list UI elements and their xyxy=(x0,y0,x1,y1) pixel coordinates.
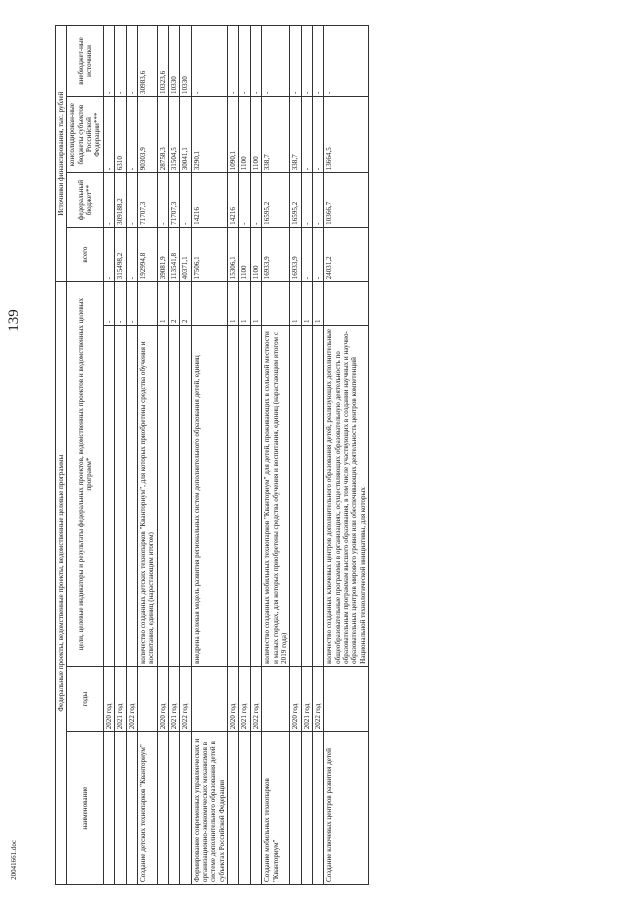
cell-extra: - xyxy=(301,26,312,97)
cell-regional: - xyxy=(312,96,323,172)
cell-federal: - xyxy=(180,173,191,228)
cell-year: 2022 год xyxy=(180,666,191,731)
cell-regional: 1100 xyxy=(250,96,261,172)
cell-indicator xyxy=(126,326,137,667)
cell-name xyxy=(180,732,191,885)
cell-federal: - xyxy=(312,173,323,228)
table-row xyxy=(250,26,261,885)
cell-total: 113541,8 xyxy=(168,227,179,282)
cell-extra: - xyxy=(103,26,114,97)
table-row xyxy=(180,26,191,885)
cell-name xyxy=(290,732,301,885)
cell-total: - xyxy=(103,227,114,282)
cell-indicator-value: 1 xyxy=(157,282,168,326)
cell-indicator-value: 2 xyxy=(168,282,179,326)
cell-extra: 30983,6 xyxy=(137,26,157,97)
cell-year: 2021 год xyxy=(168,666,179,731)
cell-name: Формирование современных управленческих и организационно-экономических механизмов в системе дополнительного образования детей в субъектах Российской Федерации xyxy=(191,732,227,885)
cell-regional: 338,7 xyxy=(290,96,301,172)
cell-indicator xyxy=(250,326,261,667)
cell-total: 17506,1 xyxy=(191,227,227,282)
cell-year: 2020 год xyxy=(103,666,114,731)
cell-federal: 14216 xyxy=(191,173,227,228)
cell-indicator-value: 1 xyxy=(290,282,301,326)
cell-regional: 6310 xyxy=(115,96,126,172)
cell-extra: - xyxy=(290,26,301,97)
cell-indicator xyxy=(290,326,301,667)
cell-extra: 10330 xyxy=(180,26,191,97)
document-code: 20041661.doc xyxy=(10,840,19,880)
cell-year xyxy=(191,666,227,731)
cell-regional: - xyxy=(103,96,114,172)
table-row xyxy=(137,26,157,885)
col-total-header: всего xyxy=(67,227,103,282)
col-indicators-header: цели, целевые индикаторы и результаты федеральных проектов, ведомственных проектов и ведомственных целевых программ* xyxy=(67,282,103,667)
cell-indicator: количество созданных детских технопарков "Кванториум", для которых приобретены средства обучения и воспитания, единиц (нарастающим итогом) xyxy=(137,326,157,667)
group-header: Федеральные проекты, ведомственные проекты, ведомственные целевые программы xyxy=(56,282,67,885)
cell-regional: 1090,1 xyxy=(228,96,239,172)
rotated-page xyxy=(55,25,640,885)
cell-name: Создание мобильных технопарков "Кванториум" xyxy=(262,732,290,885)
cell-extra: - xyxy=(126,26,137,97)
cell-federal: 16595,2 xyxy=(262,173,290,228)
table-row xyxy=(312,26,323,885)
table-row xyxy=(324,26,369,885)
cell-year: 2020 год xyxy=(228,666,239,731)
table-row xyxy=(262,26,290,885)
table-row xyxy=(290,26,301,885)
table-row xyxy=(168,26,179,885)
cell-total: 16933,9 xyxy=(262,227,290,282)
cell-indicator: внедрена целевая модель развития региональных систем дополнительного образования детей, единиц xyxy=(191,326,227,667)
cell-extra: - xyxy=(239,26,250,97)
cell-federal: 309188,2 xyxy=(115,173,126,228)
cell-indicator xyxy=(312,326,323,667)
cell-regional: - xyxy=(301,96,312,172)
cell-federal: - xyxy=(239,173,250,228)
cell-year: 2020 год xyxy=(290,666,301,731)
cell-regional: 28758,3 xyxy=(157,96,168,172)
cell-extra: - xyxy=(324,26,369,97)
cell-total: 15306,1 xyxy=(228,227,239,282)
cell-indicator-value: 1 xyxy=(228,282,239,326)
cell-federal: 10366,7 xyxy=(324,173,369,228)
cell-federal: 14216 xyxy=(228,173,239,228)
cell-regional: - xyxy=(126,96,137,172)
cell-indicator-value: 1 xyxy=(301,282,312,326)
cell-total: 192994,8 xyxy=(137,227,157,282)
cell-year xyxy=(137,666,157,731)
cell-name xyxy=(168,732,179,885)
cell-indicator-value xyxy=(191,282,227,326)
cell-total: 1100 xyxy=(239,227,250,282)
cell-indicator xyxy=(228,326,239,667)
cell-total: 24031,2 xyxy=(324,227,369,282)
col-federal-header: федеральный бюджет** xyxy=(67,173,103,228)
cell-year: 2020 год xyxy=(157,666,168,731)
cell-extra: - xyxy=(250,26,261,97)
cell-indicator xyxy=(168,326,179,667)
cell-year: 2021 год xyxy=(301,666,312,731)
cell-total: - xyxy=(312,227,323,282)
cell-indicator: количество созданных ключевых центров дополнительного образования детей, реализующих дополнительные общеобразовательные программы в организациях, осуществляющих образовательную деятельность по образовательным программам высшего образования, в том числе участвующих в создании научных и научно-образовательных центров мирового уровня или обеспечивающих деятельность центров компетенций Национальной технологической инициативы, для которых xyxy=(324,326,369,667)
cell-extra: 10323,6 xyxy=(157,26,168,97)
table-row xyxy=(115,26,126,885)
col-years-header: годы xyxy=(67,666,103,731)
table-row xyxy=(301,26,312,885)
col-regional-header: консолидирован-ные бюджеты субъектов Российской Федерации*** xyxy=(67,96,103,172)
cell-indicator-value: 1 xyxy=(250,282,261,326)
cell-extra: - xyxy=(191,26,227,97)
cell-year: 2021 год xyxy=(115,666,126,731)
cell-total: 315498,2 xyxy=(115,227,126,282)
cell-name xyxy=(250,732,261,885)
cell-federal: - xyxy=(126,173,137,228)
cell-regional: 90303,9 xyxy=(137,96,157,172)
cell-indicator xyxy=(157,326,168,667)
cell-extra: 10330 xyxy=(168,26,179,97)
cell-name xyxy=(312,732,323,885)
cell-extra: - xyxy=(262,26,290,97)
cell-name: Создание ключевых центров развития детей xyxy=(324,732,369,885)
table-row xyxy=(103,26,114,885)
cell-year: 2022 год xyxy=(312,666,323,731)
cell-indicator xyxy=(301,326,312,667)
cell-year: 2022 год xyxy=(126,666,137,731)
cell-indicator xyxy=(115,326,126,667)
cell-indicator-value: 1 xyxy=(312,282,323,326)
table-row xyxy=(191,26,227,885)
table-row xyxy=(157,26,168,885)
cell-federal: - xyxy=(301,173,312,228)
cell-name xyxy=(103,732,114,885)
cell-indicator-value: - xyxy=(126,282,137,326)
cell-name: Создание детских технопарков "Кванториум" xyxy=(137,732,157,885)
col-extra-header: внебюджет-ные источники xyxy=(67,26,103,97)
cell-indicator-value: 2 xyxy=(180,282,191,326)
cell-federal: - xyxy=(157,173,168,228)
cell-total: 39081,9 xyxy=(157,227,168,282)
cell-regional: 13664,5 xyxy=(324,96,369,172)
cell-indicator-value xyxy=(324,282,369,326)
cell-name xyxy=(115,732,126,885)
cell-indicator-value: - xyxy=(103,282,114,326)
cell-year: 2021 год xyxy=(239,666,250,731)
cell-regional: 338,7 xyxy=(262,96,290,172)
cell-federal: - xyxy=(103,173,114,228)
table-row xyxy=(126,26,137,885)
cell-federal: - xyxy=(250,173,261,228)
cell-total: - xyxy=(301,227,312,282)
col-name-header: наименование xyxy=(67,732,103,885)
cell-regional: 30041,1 xyxy=(180,96,191,172)
table-row xyxy=(239,26,250,885)
cell-regional: 1100 xyxy=(239,96,250,172)
cell-name xyxy=(126,732,137,885)
page-number: 139 xyxy=(5,308,22,332)
cell-total: 40371,1 xyxy=(180,227,191,282)
cell-indicator-value: - xyxy=(115,282,126,326)
cell-regional: 31504,5 xyxy=(168,96,179,172)
cell-indicator-value: 1 xyxy=(239,282,250,326)
cell-year xyxy=(324,666,369,731)
cell-indicator: количество созданных мобильных технопарков "Кванториум" для детей, проживающих в сельской местности и малых городах, для которых приобретены средства обучения и воспитания, единиц (нарастающим итогом с 2019 года) xyxy=(262,326,290,667)
cell-extra: - xyxy=(228,26,239,97)
cell-federal: 16595,2 xyxy=(290,173,301,228)
cell-federal: 71707,3 xyxy=(168,173,179,228)
cell-extra: - xyxy=(115,26,126,97)
cell-indicator-value xyxy=(137,282,157,326)
cell-name xyxy=(157,732,168,885)
cell-total: 16933,9 xyxy=(290,227,301,282)
cell-total: - xyxy=(126,227,137,282)
cell-total: 1100 xyxy=(250,227,261,282)
cell-name xyxy=(301,732,312,885)
cell-indicator xyxy=(103,326,114,667)
cell-year xyxy=(262,666,290,731)
cell-name xyxy=(239,732,250,885)
finance-header: Источники финансирования, тыс. рублей xyxy=(56,26,67,282)
cell-name xyxy=(228,732,239,885)
cell-year: 2022 год xyxy=(250,666,261,731)
table-row xyxy=(228,26,239,885)
cell-extra: - xyxy=(312,26,323,97)
projects-table xyxy=(55,25,369,885)
cell-indicator-value xyxy=(262,282,290,326)
cell-indicator xyxy=(239,326,250,667)
cell-federal: 71707,3 xyxy=(137,173,157,228)
cell-indicator xyxy=(180,326,191,667)
cell-regional: 3290,1 xyxy=(191,96,227,172)
